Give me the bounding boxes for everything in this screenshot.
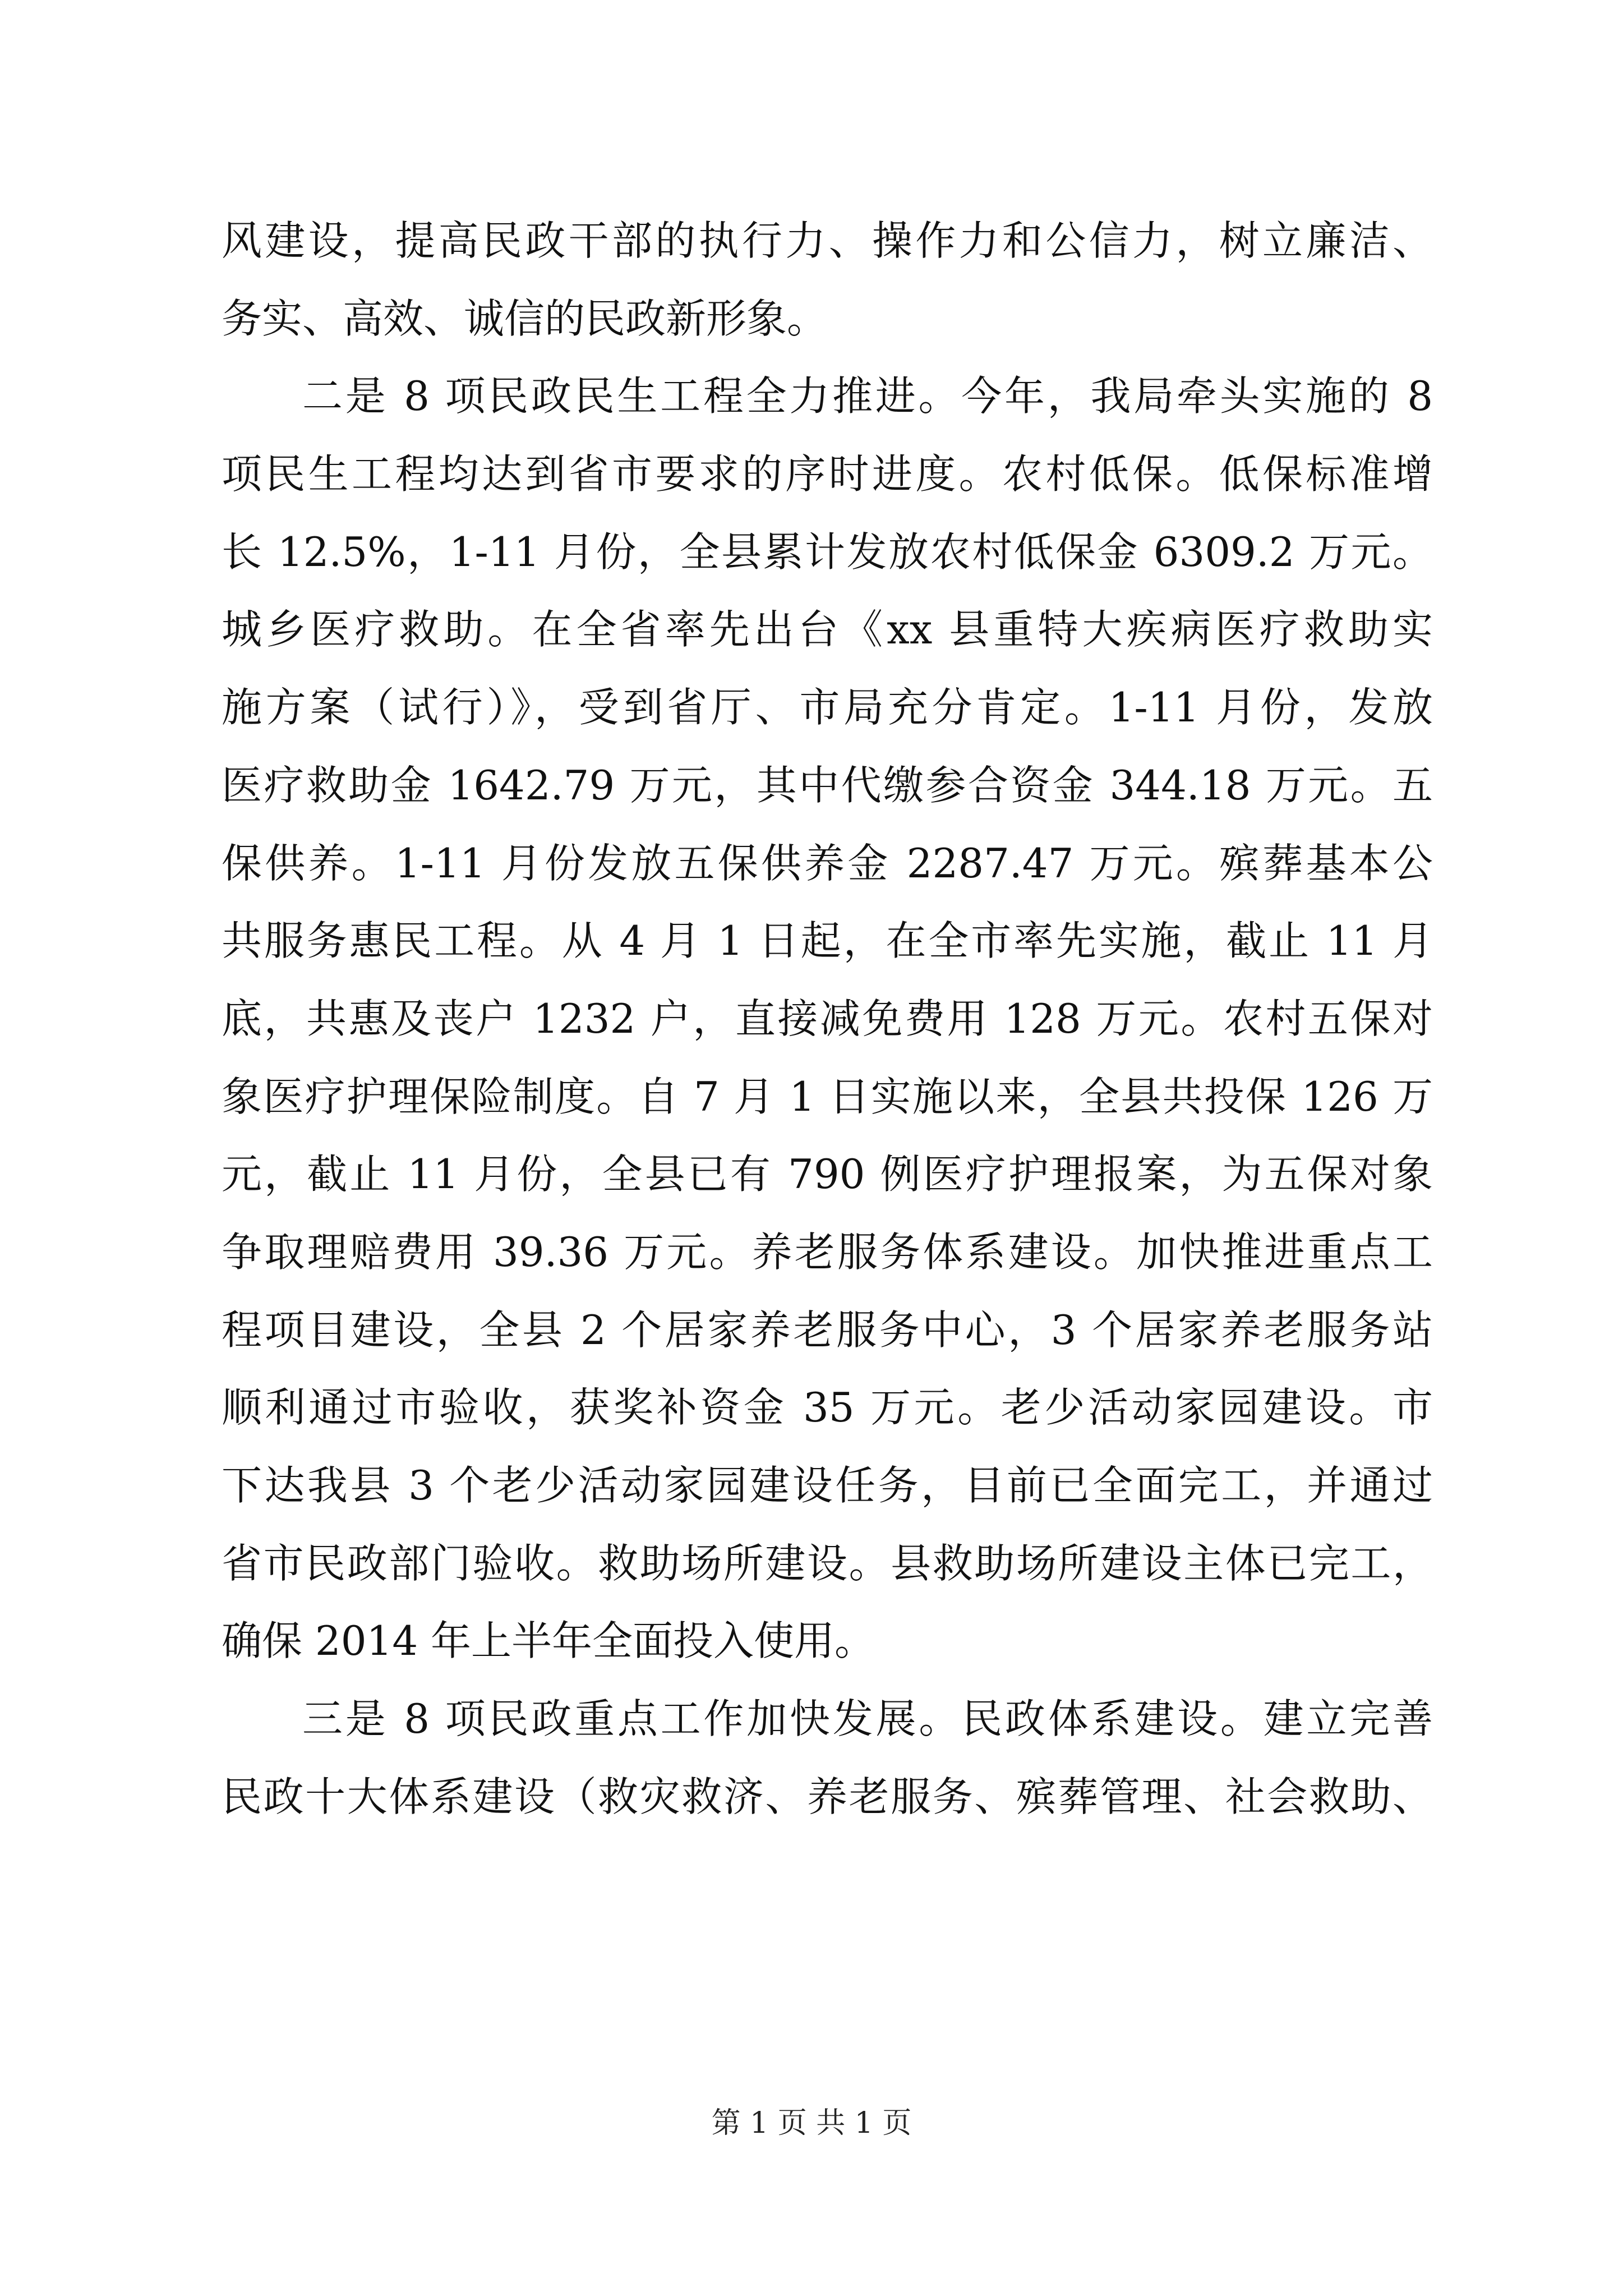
paragraph-first-line: 三是 8 项民政重点工作加快发展。民政体系建设。建立完善 bbox=[302, 1695, 1433, 1743]
body-line: 保供养。1-11 月份发放五保供养金 2287.47 万元。殡葬基本公 bbox=[222, 839, 1433, 887]
body-line: 共服务惠民工程。从 4 月 1 日起，在全市率先实施，截止 11 月 bbox=[222, 917, 1433, 965]
body-line: 施方案（试行）》，受到省厅、市局充分肯定。1-11 月份，发放 bbox=[222, 684, 1433, 731]
body-line: 项民生工程均达到省市要求的序时进度。农村低保。低保标准增 bbox=[222, 450, 1433, 498]
body-line: 底，共惠及丧户 1232 户，直接减免费用 128 万元。农村五保对 bbox=[222, 995, 1433, 1042]
body-line: 长 12.5%，1-11 月份，全县累计发放农村低保金 6309.2 万元。 bbox=[222, 528, 1433, 576]
body-line: 民政十大体系建设（救灾救济、养老服务、殡葬管理、社会救助、 bbox=[222, 1773, 1433, 1820]
body-line: 争取理赔费用 39.36 万元。养老服务体系建设。加快推进重点工 bbox=[222, 1228, 1433, 1276]
body-line: 顺利通过市验收，获奖补资金 35 万元。老少活动家园建设。市 bbox=[222, 1384, 1433, 1432]
body-line: 象医疗护理保险制度。自 7 月 1 日实施以来，全县共投保 126 万 bbox=[222, 1073, 1433, 1120]
page-number-label: 第 1 页 共 1 页 bbox=[711, 2106, 912, 2140]
body-line: 务实、高效、诚信的民政新形象。 bbox=[222, 295, 828, 342]
body-line: 程项目建设，全县 2 个居家养老服务中心，3 个居家养老服务站 bbox=[222, 1306, 1433, 1354]
body-line: 医疗救助金 1642.79 万元，其中代缴参合资金 344.18 万元。五 bbox=[222, 761, 1433, 809]
body-line: 城乡医疗救助。在全省率先出台《xx 县重特大疾病医疗救助实 bbox=[222, 606, 1433, 654]
body-line: 省市民政部门验收。救助场所建设。县救助场所建设主体已完工， bbox=[222, 1539, 1433, 1587]
body-line: 风建设，提高民政干部的执行力、操作力和公信力，树立廉洁、 bbox=[222, 217, 1433, 264]
document-body bbox=[222, 202, 1433, 1835]
page-footer bbox=[0, 2106, 1623, 2140]
body-line: 下达我县 3 个老少活动家园建设任务，目前已全面完工，并通过 bbox=[222, 1462, 1433, 1509]
paragraph-first-line: 二是 8 项民政民生工程全力推进。今年，我局牵头实施的 8 bbox=[302, 372, 1433, 420]
body-line: 元，截止 11 月份，全县已有 790 例医疗护理报案，为五保对象 bbox=[222, 1151, 1433, 1198]
body-line: 确保 2014 年上半年全面投入使用。 bbox=[222, 1617, 875, 1665]
